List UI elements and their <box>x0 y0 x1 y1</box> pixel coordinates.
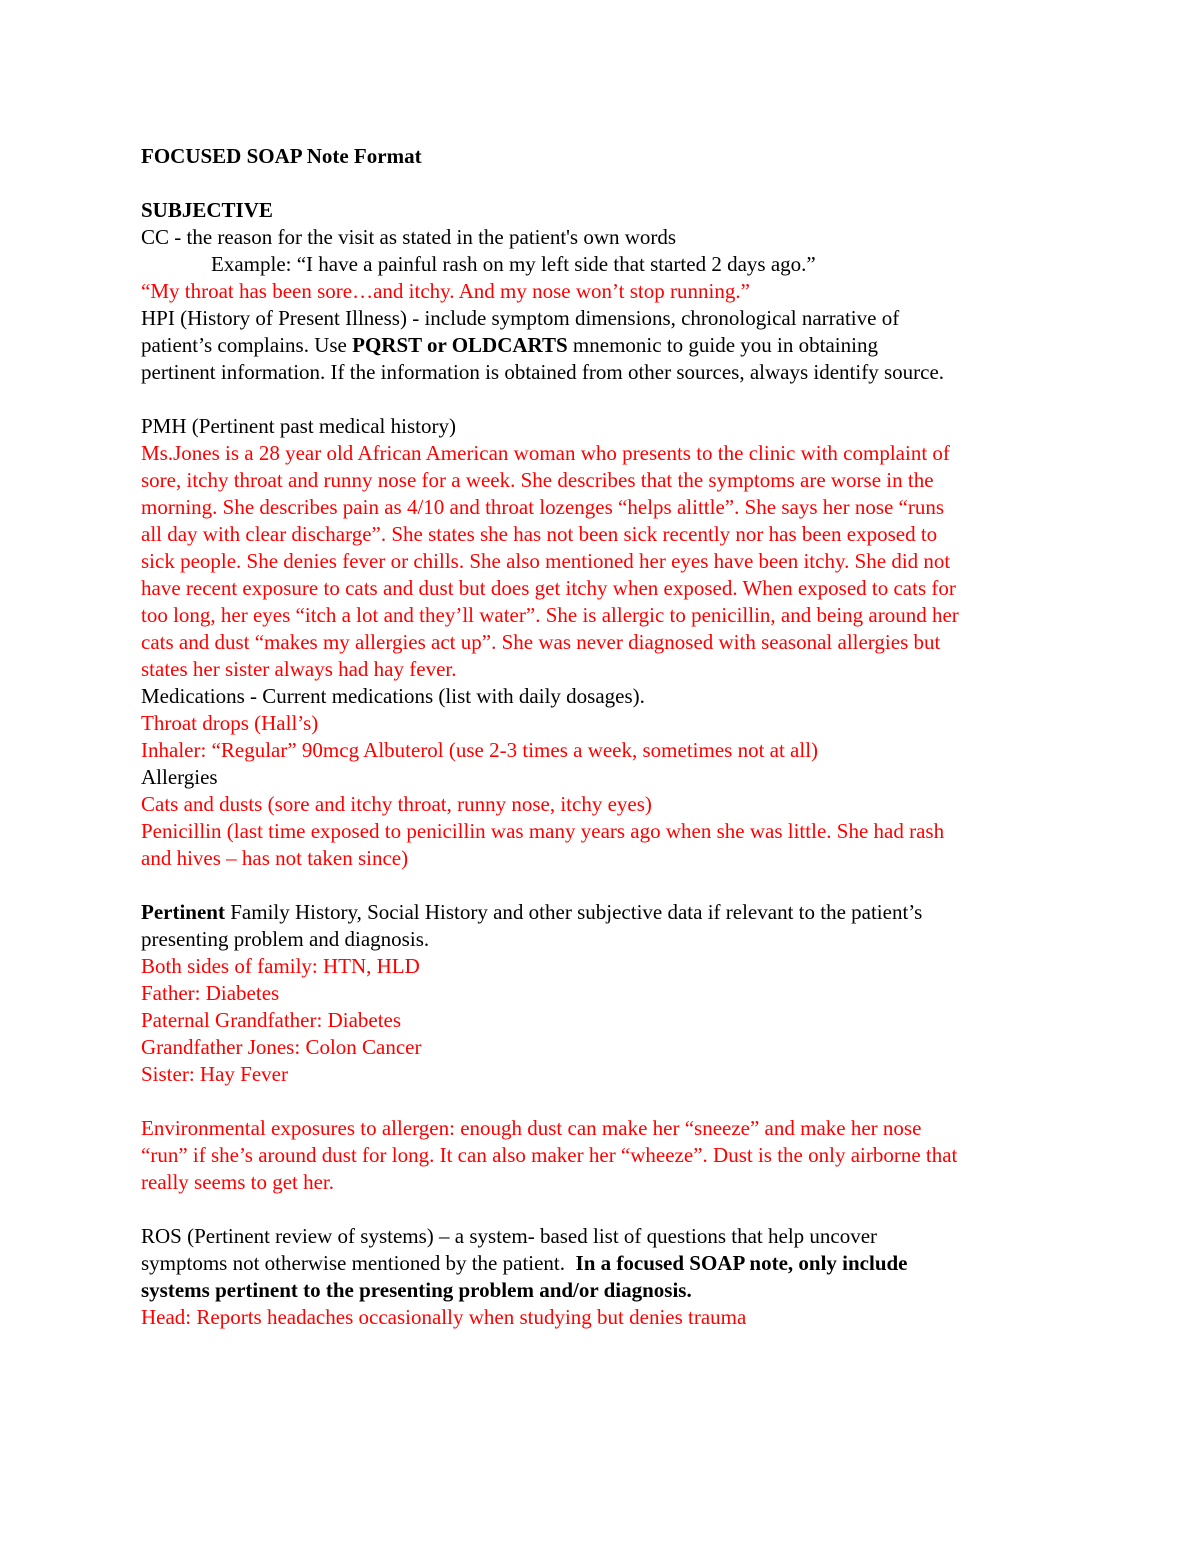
cc-definition: CC - the reason for the visit as stated in the patient's own words <box>141 225 677 249</box>
pmh-line: states her sister always had hay fever. <box>141 657 457 681</box>
spacer <box>141 1088 1071 1115</box>
allergy-item: and hives – has not taken since) <box>141 846 409 870</box>
hpi-mnemonic: PQRST or OLDCARTS <box>352 333 568 357</box>
cc-answer: “My throat has been sore…and itchy. And my nose won’t stop running.” <box>141 279 750 303</box>
hpi-line-2-pre: patient’s complains. Use <box>141 333 353 357</box>
document-body <box>141 143 1071 1331</box>
family-intro-rest: Family History, Social History and other subjective data if relevant to the patient’s <box>224 900 923 924</box>
ros-line-2-pre: symptoms not otherwise mentioned by the patient. <box>141 1251 576 1275</box>
ros-line-2 <box>141 1250 1071 1277</box>
document-title: FOCUSED SOAP Note Format <box>141 144 422 168</box>
pmh-line: sick people. She denies fever or chills. She also mentioned her eyes have been itchy. She did not <box>141 549 951 573</box>
family-history-item: Sister: Hay Fever <box>141 1062 288 1086</box>
allergies-heading: Allergies <box>141 765 218 789</box>
medication-item: Inhaler: “Regular” 90mcg Albuterol (use 2-3 times a week, sometimes not at all) <box>141 738 819 762</box>
family-history-item: Paternal Grandfather: Diabetes <box>141 1008 402 1032</box>
hpi-line-1: HPI (History of Present Illness) - include symptom dimensions, chronological narrative of <box>141 306 900 330</box>
ros-line-3: systems pertinent to the presenting problem and/or diagnosis. <box>141 1278 692 1302</box>
ros-line-1: ROS (Pertinent review of systems) – a system- based list of questions that help uncover <box>141 1224 878 1248</box>
environment-line: really seems to get her. <box>141 1170 335 1194</box>
medications-heading: Medications - Current medications (list with daily dosages). <box>141 684 645 708</box>
family-history-item: Grandfather Jones: Colon Cancer <box>141 1035 422 1059</box>
hpi-line-2 <box>141 332 1071 359</box>
family-intro-line-2: presenting problem and diagnosis. <box>141 927 430 951</box>
pmh-line: have recent exposure to cats and dust but does get itchy when exposed. When exposed to cats for <box>141 576 956 600</box>
pmh-line: Ms.Jones is a 28 year old African American woman who presents to the clinic with complaint of <box>141 441 950 465</box>
environment-line: “run” if she’s around dust for long. It can also maker her “wheeze”. Dust is the only airborne that <box>141 1143 958 1167</box>
spacer <box>141 1196 1071 1223</box>
family-history-item: Father: Diabetes <box>141 981 280 1005</box>
subjective-heading: SUBJECTIVE <box>141 198 273 222</box>
ros-head-finding: Head: Reports headaches occasionally when studying but denies trauma <box>141 1305 747 1329</box>
pmh-line: too long, her eyes “itch a lot and they’ll water”. She is allergic to penicillin, and being around her <box>141 603 959 627</box>
family-intro-line-1 <box>141 899 1071 926</box>
pmh-line: sore, itchy throat and runny nose for a week. She describes that the symptoms are worse in the <box>141 468 934 492</box>
spacer <box>141 872 1071 899</box>
spacer <box>141 170 1071 197</box>
hpi-line-3: pertinent information. If the information is obtained from other sources, always identify source. <box>141 360 945 384</box>
pmh-heading: PMH (Pertinent past medical history) <box>141 414 456 438</box>
hpi-line-2-post: mnemonic to guide you in obtaining <box>567 333 878 357</box>
pmh-line: all day with clear discharge”. She states she has not been sick recently nor has been exposed to <box>141 522 938 546</box>
pmh-line: cats and dust “makes my allergies act up”. She was never diagnosed with seasonal allergies but <box>141 630 941 654</box>
medication-item: Throat drops (Hall’s) <box>141 711 319 735</box>
allergy-item: Penicillin (last time exposed to penicillin was many years ago when she was little. She had rash <box>141 819 945 843</box>
spacer <box>141 386 1071 413</box>
family-history-item: Both sides of family: HTN, HLD <box>141 954 420 978</box>
ros-emphasis: In a focused SOAP note, only include <box>575 1251 908 1275</box>
pmh-line: morning. She describes pain as 4/10 and throat lozenges “helps alittle”. She says her nose “runs <box>141 495 945 519</box>
family-pertinent-label: Pertinent <box>141 900 225 924</box>
allergy-item: Cats and dusts (sore and itchy throat, runny nose, itchy eyes) <box>141 792 652 816</box>
cc-example: Example: “I have a painful rash on my left side that started 2 days ago.” <box>211 252 816 276</box>
environment-line: Environmental exposures to allergen: enough dust can make her “sneeze” and make her nose <box>141 1116 922 1140</box>
